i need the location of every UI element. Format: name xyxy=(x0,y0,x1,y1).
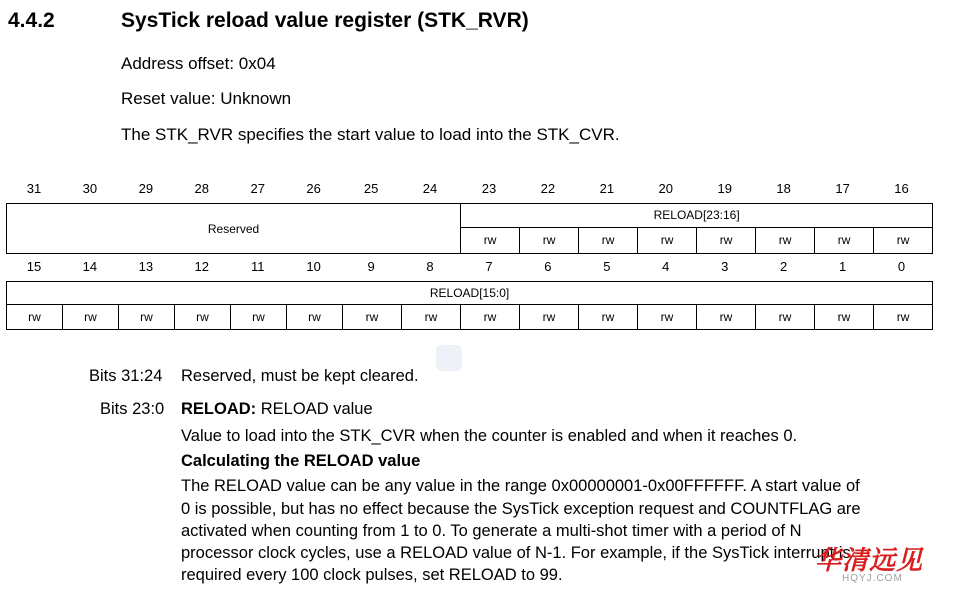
address-offset: Address offset: 0x04 xyxy=(121,54,276,73)
bit-number: 18 xyxy=(776,181,791,196)
register-lower-table xyxy=(6,281,933,330)
bit-number: 13 xyxy=(138,259,154,274)
watermark-site: HQYJ.COM xyxy=(842,573,903,584)
access-cell: rw xyxy=(697,305,756,330)
bits-31-24-text: Reserved, must be kept cleared. xyxy=(181,367,419,385)
faint-watermark-icon xyxy=(436,345,462,371)
reload-lower-field: RELOAD[15:0] xyxy=(7,282,933,305)
bit-number: 19 xyxy=(717,181,732,196)
register-upper-table xyxy=(6,203,933,254)
access-cell: rw xyxy=(874,305,933,330)
access-cell: rw xyxy=(638,305,697,330)
bit-number: 31 xyxy=(26,181,42,196)
bit-number: 28 xyxy=(194,181,210,196)
bit-number: 2 xyxy=(780,259,788,274)
access-cell: rw xyxy=(343,305,402,330)
bit-number: 30 xyxy=(82,181,98,196)
lower-bit-numbers xyxy=(6,259,931,279)
upper-bit-numbers xyxy=(6,181,931,201)
reload-field-name: RELOAD: xyxy=(181,400,257,418)
access-cell: rw xyxy=(756,227,815,253)
bit-number: 15 xyxy=(26,259,42,274)
bit-number: 5 xyxy=(603,259,611,274)
section-title: SysTick reload value register (STK_RVR) xyxy=(121,9,529,32)
bit-number: 16 xyxy=(894,181,909,196)
access-cell: rw xyxy=(579,305,638,330)
bit-number: 14 xyxy=(82,259,98,274)
bit-number: 11 xyxy=(250,259,265,274)
bit-number: 0 xyxy=(897,259,906,274)
reserved-field: Reserved xyxy=(7,204,461,254)
reload-line1: Value to load into the STK_CVR when the counter is enabled and when it reaches 0. xyxy=(181,427,798,445)
bit-number: 8 xyxy=(426,259,434,274)
bit-number: 7 xyxy=(485,259,493,274)
bit-number: 21 xyxy=(599,181,615,196)
access-cell: rw xyxy=(402,305,461,330)
bit-number: 20 xyxy=(658,181,674,196)
bit-number: 12 xyxy=(194,259,210,274)
bit-number: 29 xyxy=(138,181,154,196)
access-cell: rw xyxy=(7,305,63,330)
reload-para-line: activated when counting from 1 to 0. To generate a multi-shot timer with a period of N xyxy=(181,522,802,540)
access-cell: rw xyxy=(119,305,175,330)
access-cell: rw xyxy=(638,227,697,253)
access-cell: rw xyxy=(874,227,933,253)
watermark-logo: 华清远见 xyxy=(815,545,924,575)
access-cell: rw xyxy=(175,305,231,330)
reload-para-line: 0 is possible, but has no effect because the SysTick exception request and COUNTFLAG are xyxy=(181,500,861,518)
reload-para-line: The RELOAD value can be any value in the range 0x00000001-0x00FFFFFF. A start value of xyxy=(181,477,860,495)
bit-number: 22 xyxy=(540,181,556,196)
bits-23-0-label: Bits 23:0 xyxy=(100,400,165,418)
access-cell: rw xyxy=(461,305,520,330)
reload-field-heading xyxy=(181,400,373,419)
bit-number: 10 xyxy=(306,259,321,274)
bit-number: 25 xyxy=(363,181,379,196)
access-cell: rw xyxy=(697,227,756,253)
register-intro: The STK_RVR specifies the start value to load into the STK_CVR. xyxy=(121,125,620,144)
bit-number: 9 xyxy=(367,259,375,274)
bit-number: 27 xyxy=(250,181,265,196)
access-cell: rw xyxy=(520,305,579,330)
reload-upper-field: RELOAD[23:16] xyxy=(461,204,933,228)
bit-number: 1 xyxy=(838,259,847,274)
access-cell: rw xyxy=(287,305,343,330)
access-cell: rw xyxy=(63,305,119,330)
reload-para-line: required every 100 clock pulses, set RELOAD to 99. xyxy=(181,566,563,584)
reload-para-line: processor clock cycles, use a RELOAD value of N-1. For example, if the SysTick interrupt is xyxy=(181,544,851,562)
access-cell: rw xyxy=(815,305,874,330)
bit-number: 24 xyxy=(422,181,438,196)
access-cell: rw xyxy=(815,227,874,253)
access-cell: rw xyxy=(756,305,815,330)
reload-field-desc: RELOAD value xyxy=(256,400,373,418)
reset-value: Reset value: Unknown xyxy=(121,89,292,108)
access-cell: rw xyxy=(231,305,287,330)
calc-reload-subheading: Calculating the RELOAD value xyxy=(181,452,421,470)
section-number: 4.4.2 xyxy=(8,9,55,32)
access-cell: rw xyxy=(461,227,520,253)
bit-number: 26 xyxy=(306,181,321,196)
access-cell: rw xyxy=(579,227,638,253)
bit-number: 17 xyxy=(835,181,850,196)
bit-number: 23 xyxy=(481,181,497,196)
bits-31-24-label: Bits 31:24 xyxy=(89,367,163,385)
access-cell: rw xyxy=(520,227,579,253)
bit-number: 3 xyxy=(721,259,729,274)
bit-number: 4 xyxy=(662,259,670,274)
bit-number: 6 xyxy=(544,259,552,274)
